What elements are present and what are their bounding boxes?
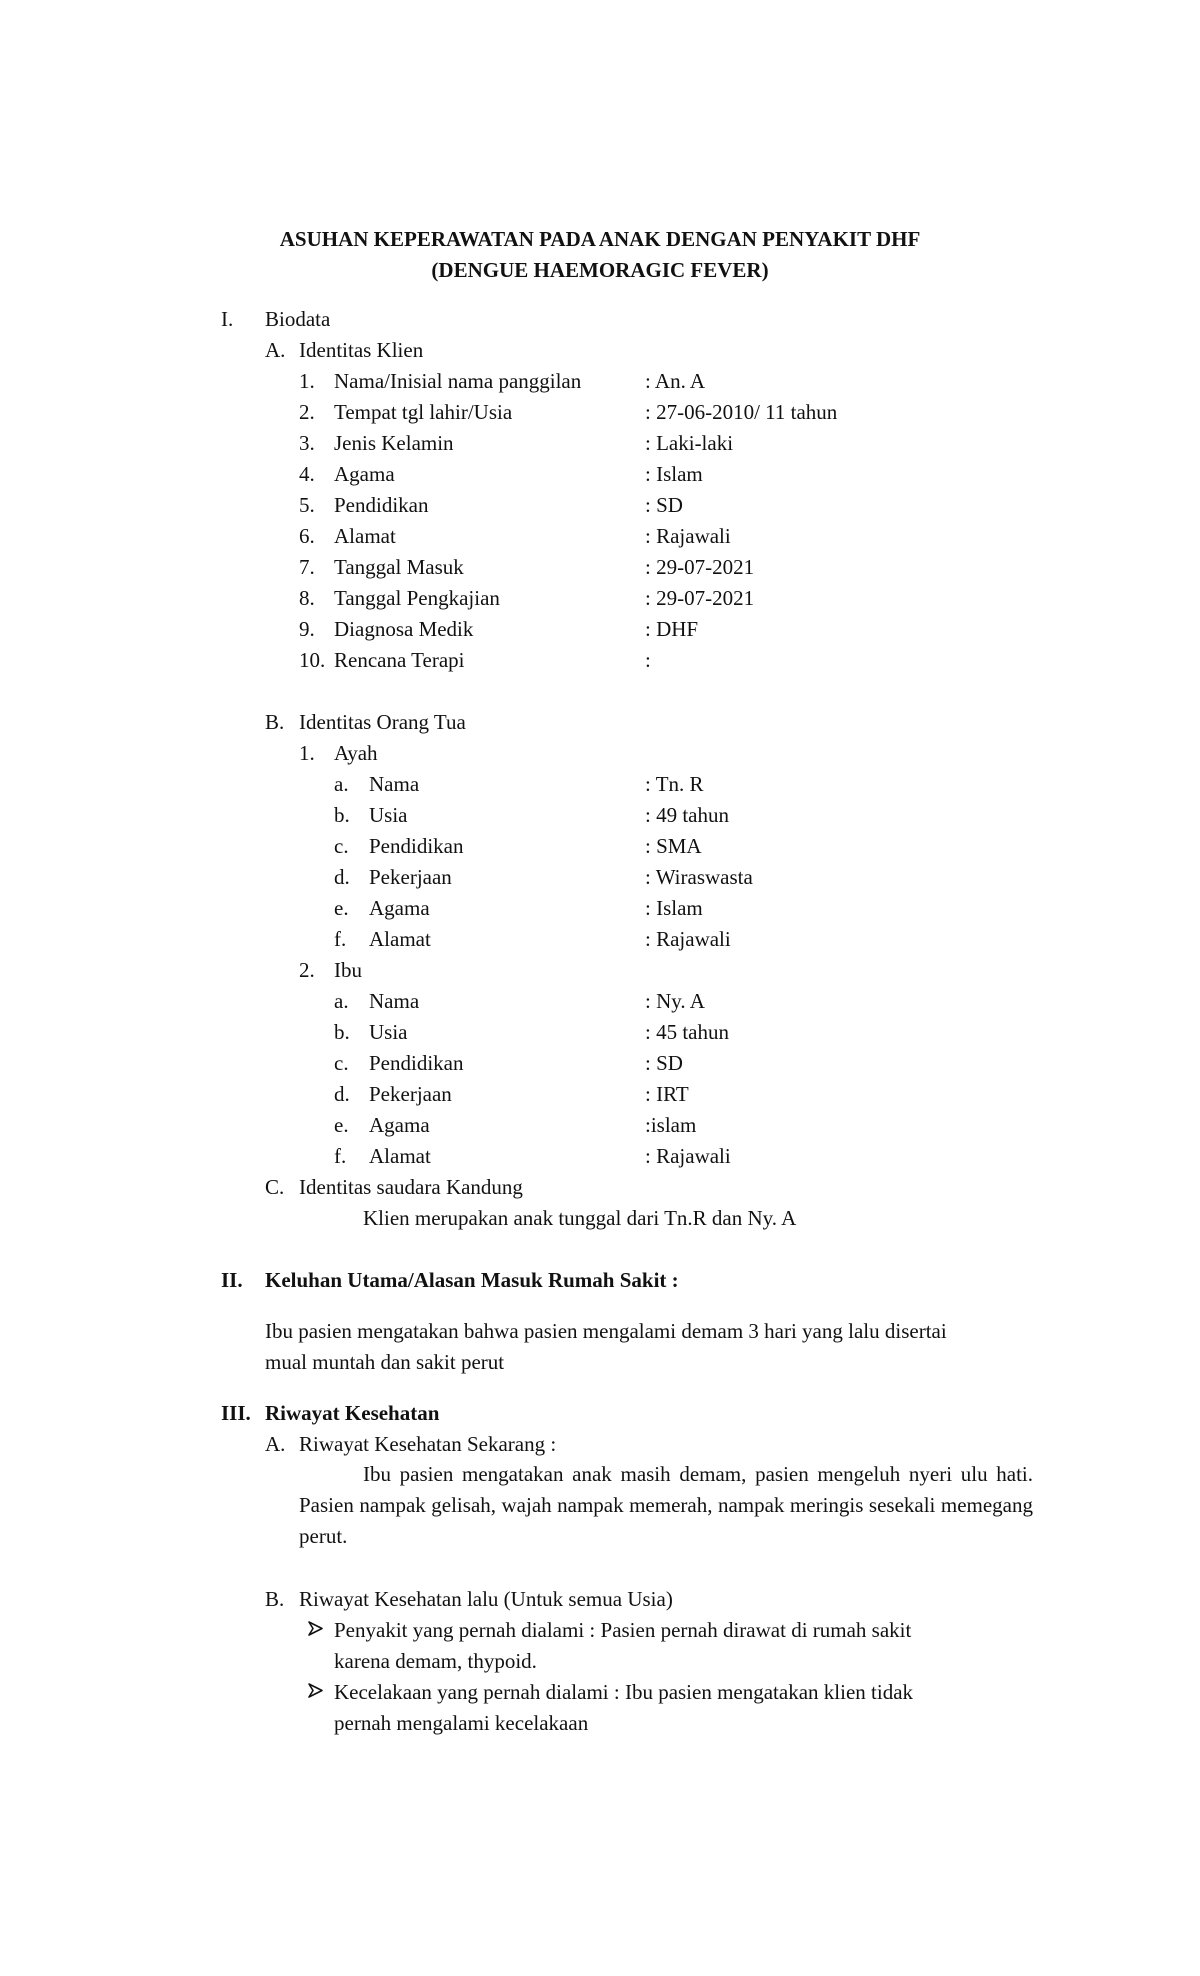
klien-item-number: 2. [299,400,315,424]
ibu-item-label: Alamat [369,1144,431,1168]
ibu-item-value: : 45 tahun [645,1020,729,1044]
ibu-item-value: : Rajawali [645,1144,731,1168]
section-2-number: II. [221,1268,243,1292]
klien-item-value: : 27-06-2010/ 11 tahun [645,400,838,424]
ayah-number: 1. [299,741,315,765]
section-1-title: Biodata [265,307,331,331]
klien-item-label: Rencana Terapi [334,648,465,672]
keluhan-text-line-2: mual muntah dan sakit perut [265,1350,505,1374]
riwayat-lalu-bullet-line-1: Kecelakaan yang pernah dialami : Ibu pasien mengatakan klien tidak [334,1680,914,1704]
subsection-b-letter: B. [265,710,285,734]
subsection-a-letter: A. [265,338,286,362]
subsection-c-title: Identitas saudara Kandung [299,1175,523,1199]
ayah-item-value: : 49 tahun [645,803,729,827]
ayah-item-value: : Wiraswasta [645,865,753,889]
klien-item-value: : 29-07-2021 [645,555,755,579]
ayah-item-letter: d. [334,865,350,889]
arrow-bullet-icon [307,1620,324,1641]
klien-item-value: : [645,648,651,672]
keluhan-text-line-1: Ibu pasien mengatakan bahwa pasien mengalami demam 3 hari yang lalu disertai [265,1319,947,1343]
klien-item-value: : 29-07-2021 [645,586,755,610]
riwayat-a-letter: A. [265,1432,286,1456]
klien-item-label: Alamat [334,524,396,548]
klien-item-label: Pendidikan [334,493,429,517]
ayah-item-label: Alamat [369,927,431,951]
ibu-item-value: :islam [645,1113,697,1137]
ibu-item-label: Nama [369,989,420,1013]
ayah-title: Ayah [334,741,378,765]
ibu-item-label: Agama [369,1113,430,1137]
riwayat-lalu-bullet-line-2: pernah mengalami kecelakaan [334,1711,589,1735]
riwayat-lalu-bullet-line-1: Penyakit yang pernah dialami : Pasien pernah dirawat di rumah sakit [334,1618,912,1642]
ibu-number: 2. [299,958,315,982]
klien-item-number: 5. [299,493,315,517]
ibu-item-letter: c. [334,1051,349,1075]
ayah-item-letter: e. [334,896,349,920]
klien-item-value: : Laki-laki [645,431,734,455]
ayah-item-label: Agama [369,896,430,920]
klien-item-value: : SD [645,493,683,517]
ibu-item-label: Usia [369,1020,408,1044]
klien-item-label: Tempat tgl lahir/Usia [334,400,513,424]
klien-item-label: Diagnosa Medik [334,617,474,641]
ayah-item-letter: f. [334,927,347,951]
ayah-item-value: : Rajawali [645,927,731,951]
klien-item-number: 3. [299,431,315,455]
klien-item-number: 1. [299,369,315,393]
subsection-a-title: Identitas Klien [299,338,424,362]
riwayat-b-title: Riwayat Kesehatan lalu (Untuk semua Usia) [299,1587,673,1611]
section-3-title: Riwayat Kesehatan [265,1401,440,1425]
ibu-item-label: Pendidikan [369,1051,464,1075]
klien-item-label: Tanggal Pengkajian [334,586,500,610]
ibu-item-letter: e. [334,1113,349,1137]
ibu-item-value: : Ny. A [645,989,705,1013]
klien-item-value: : DHF [645,617,699,641]
ayah-item-value: : Islam [645,896,703,920]
klien-item-number: 4. [299,462,315,486]
section-3-number: III. [221,1401,251,1425]
klien-item-value: : Rajawali [645,524,731,548]
ayah-item-letter: a. [334,772,349,796]
ibu-item-value: : IRT [645,1082,689,1106]
subsection-c-letter: C. [265,1175,285,1199]
ibu-item-value: : SD [645,1051,683,1075]
klien-item-number: 9. [299,617,315,641]
klien-item-value: : An. A [645,369,706,393]
document-title-line-2: (DENGUE HAEMORAGIC FEVER) [431,258,769,282]
ibu-item-letter: b. [334,1020,350,1044]
ayah-item-letter: b. [334,803,350,827]
ayah-item-letter: c. [334,834,349,858]
arrow-bullet-icon [307,1682,324,1703]
ibu-item-letter: f. [334,1144,347,1168]
ayah-item-value: : Tn. R [645,772,704,796]
saudara-kandung-text: Klien merupakan anak tunggal dari Tn.R dan Ny. A [363,1206,797,1230]
subsection-b-title: Identitas Orang Tua [299,710,466,734]
ayah-item-label: Pendidikan [369,834,464,858]
riwayat-a-title: Riwayat Kesehatan Sekarang : [299,1432,557,1456]
ayah-item-label: Nama [369,772,420,796]
ibu-item-letter: d. [334,1082,350,1106]
klien-item-value: : Islam [645,462,703,486]
document-title-line-1: ASUHAN KEPERAWATAN PADA ANAK DENGAN PENYAKIT DHF [279,227,921,251]
riwayat-lalu-bullet-line-2: karena demam, thypoid. [334,1649,537,1673]
klien-item-number: 8. [299,586,315,610]
klien-item-number: 6. [299,524,315,548]
klien-item-label: Jenis Kelamin [334,431,454,455]
riwayat-sekarang-text: Ibu pasien mengatakan anak masih demam, pasien mengeluh nyeri ulu hati. Pasien nampak gelisah, wajah nampak memerah, nampak meringis sesekali memegang perut. [299,1462,1033,1548]
klien-item-label: Nama/Inisial nama panggilan [334,369,582,393]
ibu-item-label: Pekerjaan [369,1082,452,1106]
ibu-title: Ibu [334,958,362,982]
klien-item-number: 10. [299,648,326,672]
klien-item-number: 7. [299,555,315,579]
klien-item-label: Tanggal Masuk [334,555,464,579]
ayah-item-label: Usia [369,803,408,827]
riwayat-b-letter: B. [265,1587,285,1611]
ibu-item-letter: a. [334,989,349,1013]
ayah-item-value: : SMA [645,834,702,858]
section-1-number: I. [221,307,234,331]
klien-item-label: Agama [334,462,395,486]
ayah-item-label: Pekerjaan [369,865,452,889]
section-2-title: Keluhan Utama/Alasan Masuk Rumah Sakit : [265,1268,679,1292]
